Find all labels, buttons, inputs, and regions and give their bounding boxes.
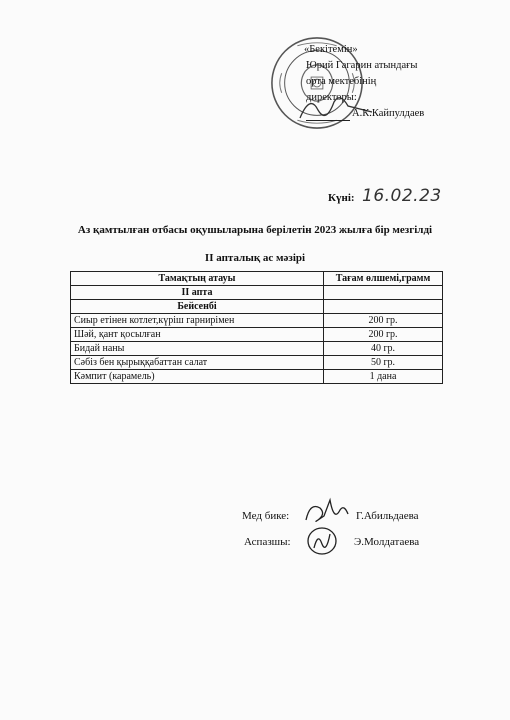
nurse-name: Г.Абильдаева (356, 510, 419, 522)
day-label: Бейсенбі (71, 300, 324, 314)
table-header-row (71, 272, 443, 286)
date-value: 16.02.23 (362, 186, 442, 206)
day-row (71, 300, 443, 314)
approval-school-line: Юрий Гагарин атындағы (306, 60, 418, 71)
table-row (71, 370, 443, 384)
cook-signature (302, 524, 342, 558)
dish-amount: 1 дана (324, 370, 443, 384)
header-portion: Тағам өлшемі,грамм (324, 272, 443, 286)
approval-school-type: орта мектебінің (306, 76, 377, 87)
dish-name: Бидай наны (71, 342, 324, 356)
dish-amount: 50 гр. (324, 356, 443, 370)
approval-heading: «Бекітемін» (304, 44, 358, 55)
table-row (71, 314, 443, 328)
approval-position: директоры: (306, 92, 357, 103)
nurse-role: Мед бике: (242, 510, 290, 522)
table-row (71, 356, 443, 370)
week-label: II апта (71, 286, 324, 300)
menu-subtitle: II апталық ас мәзірі (204, 252, 306, 264)
date-label: Күні: (328, 192, 355, 204)
table-row (71, 342, 443, 356)
table-row (71, 328, 443, 342)
header-dish-name: Тамақтың атауы (71, 272, 324, 286)
cook-role: Аспазшы: (244, 536, 291, 548)
dish-amount: 200 гр. (324, 314, 443, 328)
day-empty-cell (324, 300, 443, 314)
dish-name: Шәй, қант қосылған (71, 328, 324, 342)
dish-amount: 200 гр. (324, 328, 443, 342)
signature-line (306, 120, 350, 121)
dish-name: Сәбіз бен қырыққабаттан салат (71, 356, 324, 370)
menu-table (70, 271, 443, 384)
dish-name: Сиыр етінен котлет,күріш гарнирімен (71, 314, 324, 328)
week-empty-cell (324, 286, 443, 300)
week-row (71, 286, 443, 300)
menu-title: Аз қамтылған отбасы оқушыларына берілетін 2023 жылға бір мезгілді (77, 224, 433, 236)
dish-amount: 40 гр. (324, 342, 443, 356)
dish-name: Кәмпит (карамель) (71, 370, 324, 384)
nurse-signature (300, 494, 352, 526)
director-name: А.К.Кайпулдаев (352, 108, 425, 119)
cook-name: Э.Молдатаева (354, 536, 420, 548)
